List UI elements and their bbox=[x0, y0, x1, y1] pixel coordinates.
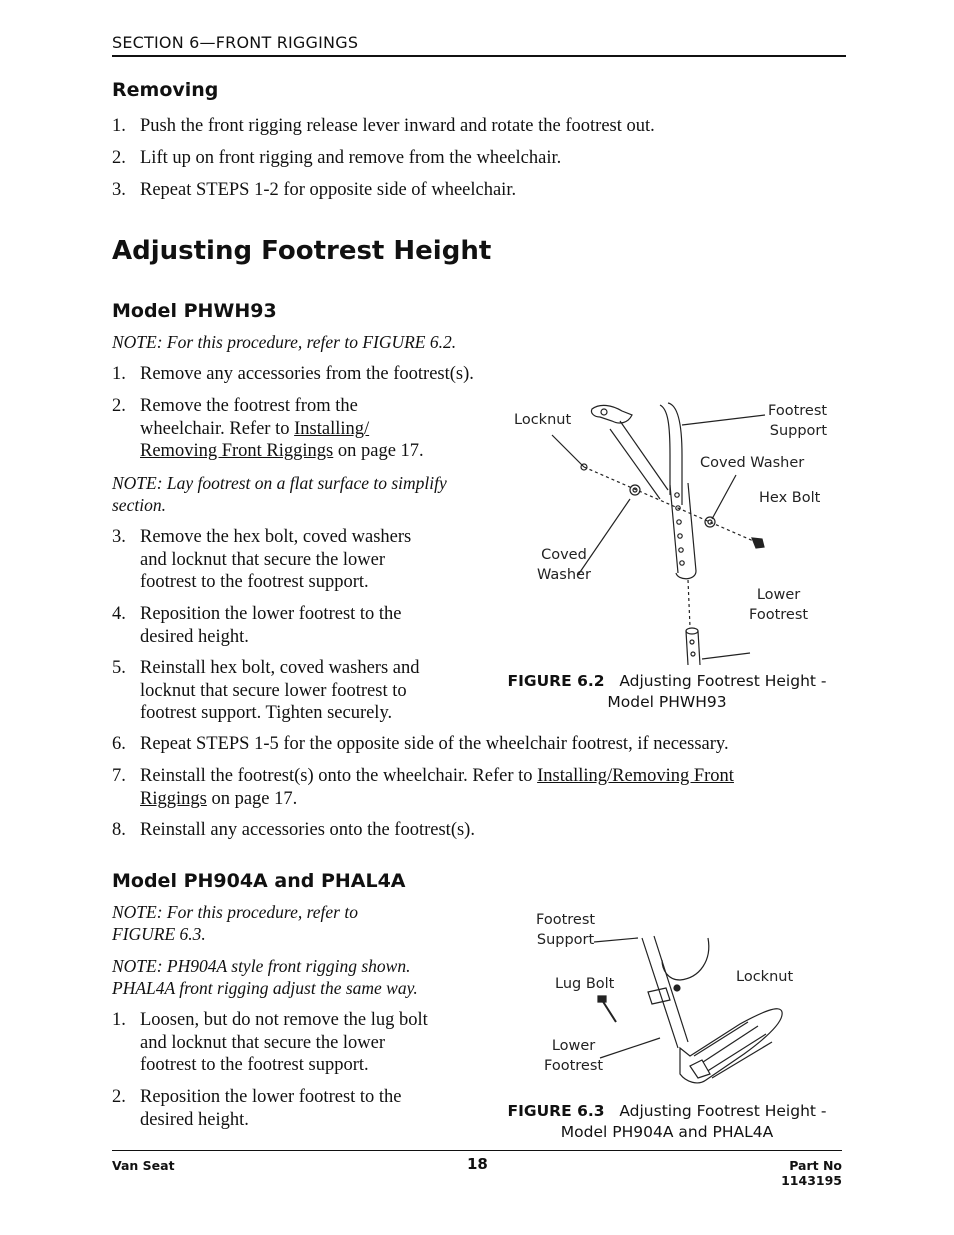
figure-6-3-caption: FIGURE 6.3 Adjusting Footrest Height - Model PH904A and PHAL4A bbox=[507, 1102, 827, 1141]
callout-footrest-support: Footrest Support bbox=[768, 403, 828, 439]
model2-heading: Model PH904A and PHAL4A bbox=[112, 870, 406, 892]
figure-6-2-caption: FIGURE 6.2 Adjusting Footrest Height - Model PHWH93 bbox=[507, 672, 827, 711]
callout-lug-bolt: Lug Bolt bbox=[555, 976, 615, 992]
callout-locknut-2: Locknut bbox=[736, 969, 794, 985]
callout-lower-footrest-2: Lower Footrest bbox=[544, 1038, 604, 1074]
step-number: 6. bbox=[112, 734, 126, 754]
model1-heading: Model PHWH93 bbox=[112, 300, 277, 322]
model1-note-1: NOTE: For this procedure, refer to FIGURE 6.2. bbox=[112, 332, 457, 352]
footer-rule bbox=[112, 1150, 842, 1151]
model1-step-2: Remove the footrest from the wheelchair. Refer to Installing/ Removing Front Riggings on page 17. bbox=[140, 396, 424, 461]
step-number: 1. bbox=[112, 1010, 126, 1030]
step-number: 4. bbox=[112, 604, 126, 624]
step-number: 2. bbox=[112, 396, 126, 416]
step-number: 3. bbox=[112, 180, 126, 200]
removing-front-riggings-link[interactable]: Removing Front Riggings bbox=[140, 441, 334, 461]
step-number: 1. bbox=[112, 116, 126, 136]
model1-note-2: NOTE: Lay footrest on a flat surface to simplify section. bbox=[112, 473, 447, 515]
step-number: 5. bbox=[112, 658, 126, 678]
step-number: 8. bbox=[112, 820, 126, 840]
page-title: Adjusting Footrest Height bbox=[112, 236, 492, 266]
model1-step-5: Reinstall hex bolt, coved washers and locknut that secure lower footrest to footrest support. Tighten securely. bbox=[140, 658, 420, 723]
installing-link[interactable]: Installing/ bbox=[294, 418, 370, 439]
step-number: 7. bbox=[112, 766, 126, 786]
removing-heading: Removing bbox=[112, 79, 219, 101]
callout-footrest-support-2: Footrest Support bbox=[536, 912, 596, 948]
callout-coved-washer: Coved Washer bbox=[700, 455, 805, 471]
riggings-link[interactable]: Riggings bbox=[140, 788, 207, 809]
step-number: 3. bbox=[112, 527, 126, 547]
step-number: 2. bbox=[112, 148, 126, 168]
installing-removing-front-link[interactable]: Installing/Removing Front bbox=[537, 766, 734, 786]
model2-step-1: Loosen, but do not remove the lug bolt and locknut that secure the lower footrest to the footrest support. bbox=[140, 1010, 428, 1075]
section-header: SECTION 6—FRONT RIGGINGS bbox=[112, 33, 359, 52]
step-number: 1. bbox=[112, 364, 126, 384]
step-number: 2. bbox=[112, 1087, 126, 1107]
model2-note-2: NOTE: PH904A style front rigging shown. PHAL4A front rigging adjust the same way. bbox=[112, 956, 418, 998]
removing-step-1: Push the front rigging release lever inward and rotate the footrest out. bbox=[140, 116, 655, 136]
callout-locknut: Locknut bbox=[514, 412, 572, 428]
removing-step-2: Lift up on front rigging and remove from the wheelchair. bbox=[140, 148, 562, 168]
model1-step-6: Repeat STEPS 1-5 for the opposite side of the wheelchair footrest, if necessary. bbox=[140, 734, 729, 754]
model1-step-4: Reposition the lower footrest to the desired height. bbox=[140, 604, 402, 647]
removing-step-3: Repeat STEPS 1-2 for opposite side of wheelchair. bbox=[140, 180, 517, 200]
page-number: 18 bbox=[467, 1155, 488, 1173]
footer-title: Van Seat bbox=[112, 1158, 175, 1173]
model1-step-8: Reinstall any accessories onto the footrest(s). bbox=[140, 820, 475, 840]
model1-step-3: Remove the hex bolt, coved washers and locknut that secure the lower footrest to the footrest support. bbox=[140, 527, 412, 592]
callout-hex-bolt: Hex Bolt bbox=[759, 490, 821, 506]
header-rule bbox=[112, 55, 846, 57]
callout-coved-washer-2: Coved Washer bbox=[537, 547, 591, 583]
model1-step-1: Remove any accessories from the footrest(s). bbox=[140, 364, 474, 384]
model2-step-2: Reposition the lower footrest to the desired height. bbox=[140, 1087, 402, 1130]
model2-note-1: NOTE: For this procedure, refer to FIGURE 6.3. bbox=[112, 902, 358, 944]
callout-lower-footrest: Lower Footrest bbox=[749, 587, 809, 623]
part-number: Part No 1143195 bbox=[781, 1158, 842, 1188]
model1-step-7: Reinstall the footrest(s) onto the wheelchair. Refer to Installing/Removing Front Riggings on page 17. bbox=[140, 766, 734, 809]
